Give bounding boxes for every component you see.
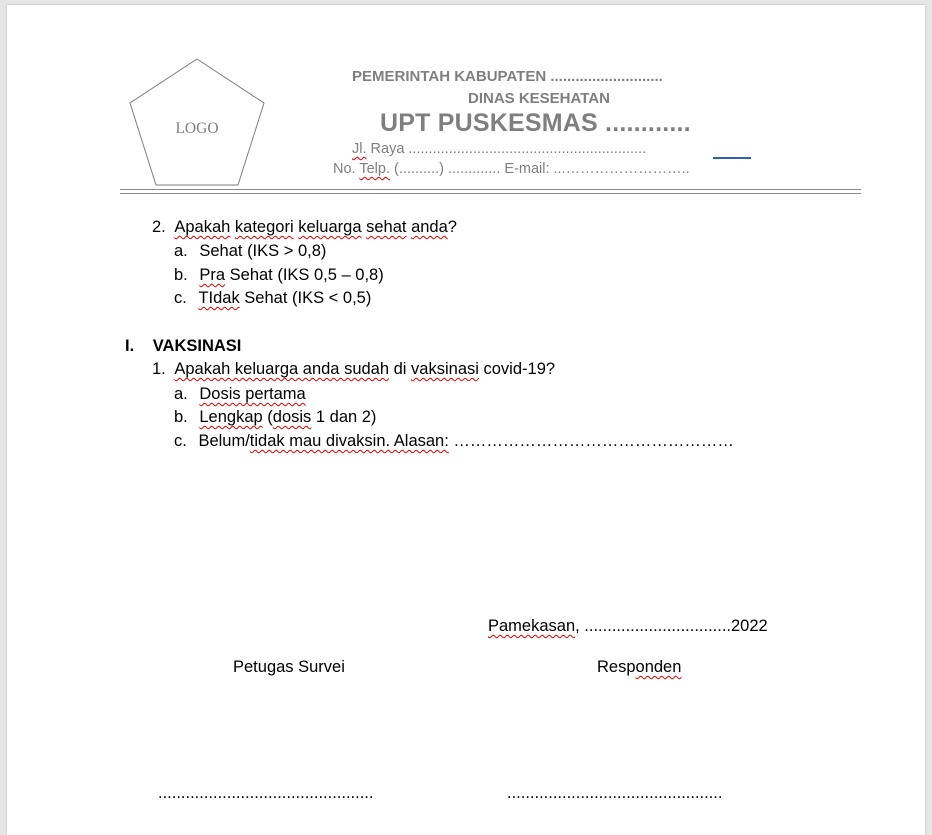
responden-text-end: onden [635,658,682,676]
phone-rest: (..........) ............. E-mail: ...…………………….. [389,161,690,177]
question-2 [152,218,457,237]
responden-text [597,658,681,676]
question-1-number: 1. [152,360,166,378]
option-pre: Belum/ [198,432,250,450]
section-roman: I. [125,337,135,355]
phone-telp: Telp. [359,161,390,177]
signature-right-label [597,658,681,677]
option-letter: c. [174,289,187,307]
question-2-word-3: keluarga [298,218,362,236]
blue-underline-mark [713,157,751,159]
header-divider-bottom [120,193,861,194]
option-squiggle: tidak mau divaksin. Alasan: [249,432,449,450]
option-text: Sehat (IKS > 0,8) [199,242,327,260]
option-letter: a. [174,242,188,260]
section-heading [125,337,241,356]
question-2-word-5: anda [411,218,448,236]
signature-left-label: Petugas Survei [233,658,345,676]
question-2-word-2: kategori [234,218,294,236]
option-letter: c. [174,432,187,450]
header-government-line: PEMERINTAH KABUPATEN ........................... [352,68,663,85]
signature-place-date [488,617,768,636]
question-1 [152,360,555,379]
phone-prefix: No. [333,161,360,177]
header-phone [333,161,690,177]
question-2-word-1: Apakah [174,218,231,236]
option-rest: 1 dan 2) [311,408,377,426]
question-1-part-1: Apakah keluarga anda sudah [174,360,390,378]
option-mid: ( [262,408,273,426]
logo-label: LOGO [175,120,219,137]
signature-left-line: ............................................... [158,784,374,802]
question-2-option-a [174,242,326,261]
question-2-option-c [174,289,371,308]
signature-place: Pamekasan [488,617,576,635]
question-1-part-3: vaksinasi [411,360,479,378]
option-word-2: dosis [272,408,312,426]
address-prefix: Jl. [352,141,367,157]
question-2-option-b [174,266,384,285]
option-letter: a. [174,385,188,403]
document-page [7,5,925,835]
option-word: Pra [199,266,226,284]
logo-pentagon-icon [127,57,273,193]
question-2-word-4: sehat [366,218,407,236]
option-text: Sehat (IKS 0,5 – 0,8) [225,266,384,284]
signature-date: , ................................2022 [575,617,768,635]
option-word: TIdak [198,289,240,307]
header-puskesmas-title: UPT PUSKESMAS ............ [380,109,691,137]
header-divider-top [120,189,861,190]
question-1-part-4: covid-19? [478,360,556,378]
address-rest: Raya .......................................................... [366,141,643,157]
responden-text-start: Resp [597,658,636,676]
question-1-part-2: di [389,360,412,378]
header-department-line: DINAS KESEHATAN [468,90,610,107]
option-word-1: Lengkap [199,408,263,426]
option-text: Sehat (IKS < 0,5) [239,289,372,307]
section-title: VAKSINASI [152,337,242,355]
address-tail: . [642,141,647,157]
option-rest: …………………………………………… [448,432,734,450]
question-1-option-b [174,408,376,427]
header-address [352,141,646,157]
option-text: Dosis pertama [199,385,306,403]
question-1-option-c [174,432,734,451]
option-letter: b. [174,266,188,284]
signature-right-line: ............................................... [507,784,723,802]
question-2-mark: ? [447,218,457,236]
question-2-number: 2. [152,218,166,236]
question-1-option-a [174,385,306,404]
option-letter: b. [174,408,188,426]
